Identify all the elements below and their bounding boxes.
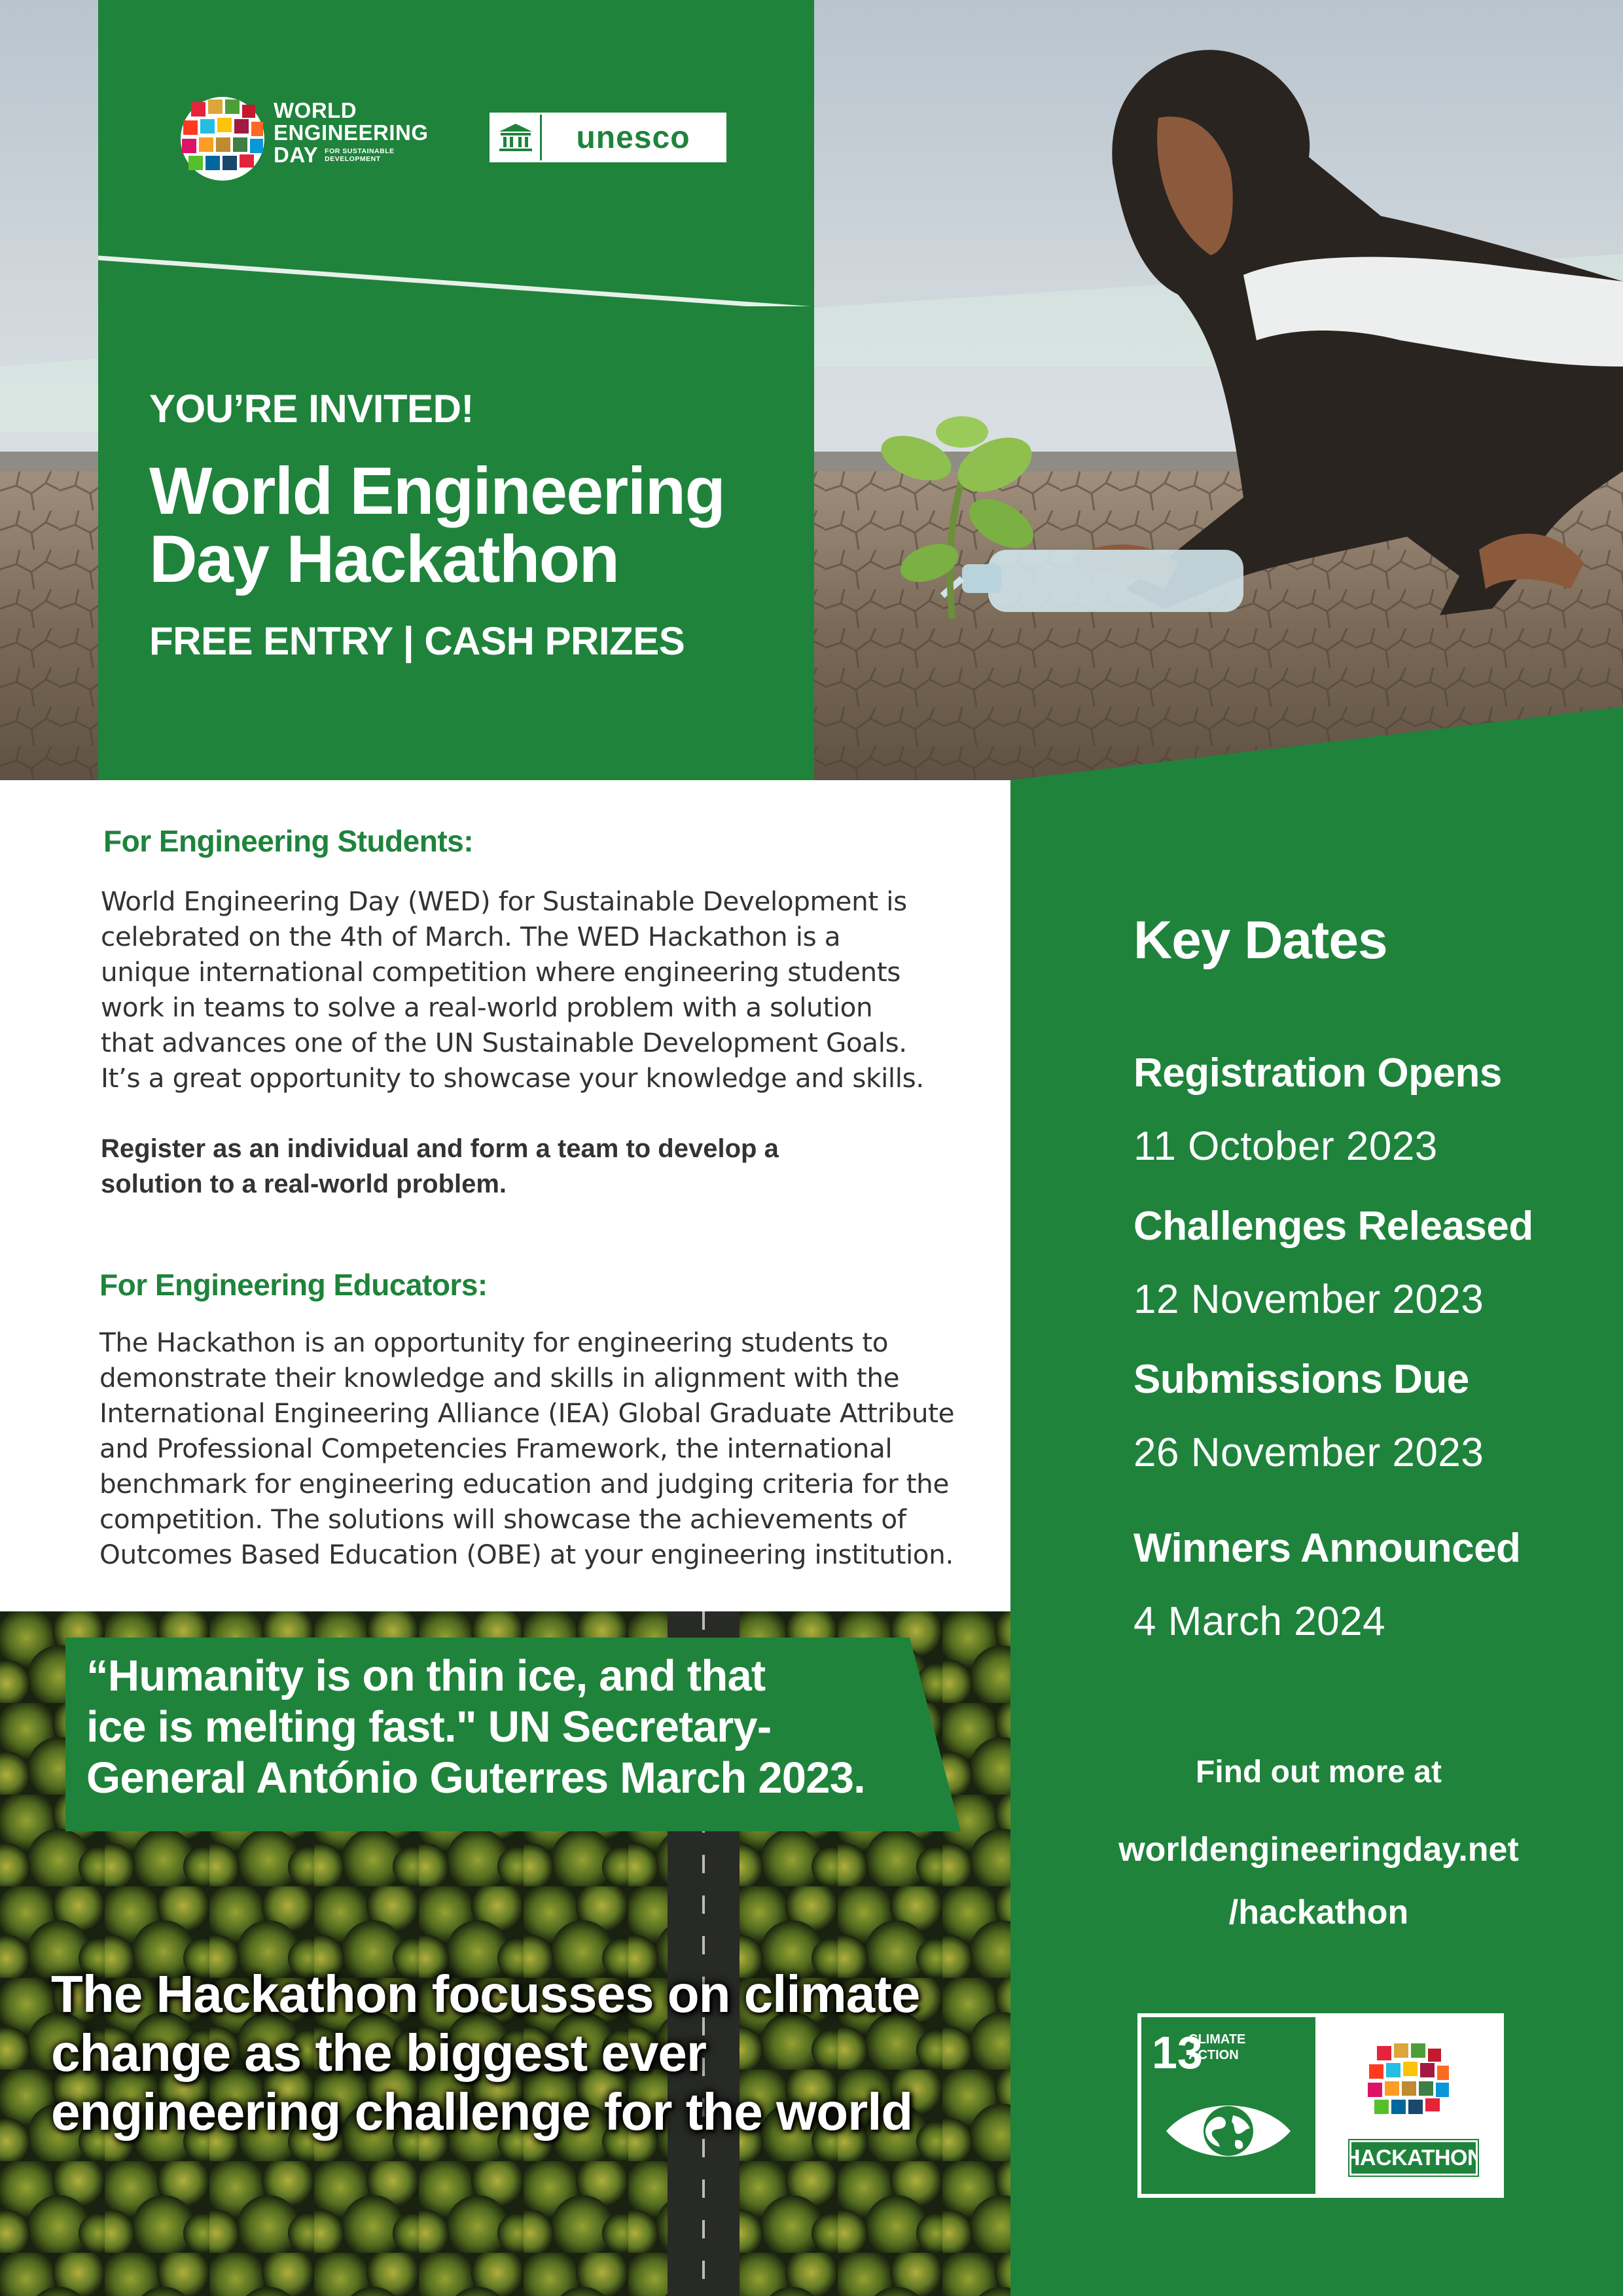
educators-body-line: demonstrate their knowledge and skills in alignment with the [99,1362,900,1393]
website-link-line2[interactable]: /hackathon [1228,1893,1409,1931]
wed-logo-line3: DAY [274,143,319,167]
educators-body-line: Outcomes Based Education (OBE) at your engineering institution. [99,1539,954,1570]
educators-body [99,1325,1009,1572]
students-cta-line: Register as an individual and form a team to develop a [101,1134,779,1163]
students-body-line: It’s a great opportunity to showcase your knowledge and skills. [101,1062,924,1094]
focus-line: engineering challenge for the world [51,2083,913,2141]
find-out-more-label: Find out more at [1196,1755,1442,1789]
hero-divider-line [98,254,815,306]
unesco-temple-icon [491,115,540,160]
hackathon-label: HACKATHON [1349,2140,1478,2176]
key-date-label: Challenges Released [1133,1204,1533,1249]
students-body [101,884,1004,1096]
focus-line: The Hackathon focusses on climate [51,1965,920,2023]
educators-heading: For Engineering Educators: [99,1268,488,1302]
key-date-label: Winners Announced [1133,1526,1521,1571]
students-heading: For Engineering Students: [103,824,474,858]
educators-body-line: benchmark for engineering education and judging criteria for the [99,1468,949,1499]
students-body-line: unique international competition where engineering students [101,956,901,988]
wed-logo-line1: WORLD [274,98,357,122]
page-title-line1: World Engineering [149,454,725,528]
wed-logo-line2: ENGINEERING [274,120,429,145]
educators-body-line: competition. The solutions will showcase the achievements of [99,1503,906,1535]
hero-invite: YOU’RE INVITED! [149,387,474,431]
students-body-line: work in teams to solve a real-world problem with a solution [101,992,873,1023]
educators-body-line: International Engineering Alliance (IEA) Global Graduate Attribute [99,1397,955,1429]
unesco-logo-text: unesco [540,115,724,160]
wed-logo-text [274,99,429,166]
wed-logo-tagline: FOR SUSTAINABLE DEVELOPMENT [325,147,395,163]
focus-line: change as the biggest ever [51,2024,707,2082]
page-title [149,454,777,596]
students-body-line: that advances one of the UN Sustainable Development Goals. [101,1027,907,1058]
focus-statement [51,1965,1007,2142]
key-date-label: Submissions Due [1133,1357,1469,1402]
hero-subtitle: FREE ENTRY | CASH PRIZES [149,619,685,663]
website-link[interactable] [1073,1818,1564,1944]
eye-globe-icon [1162,2092,1294,2170]
students-cta-line: solution to a real-world problem. [101,1170,507,1198]
key-date-value: 11 October 2023 [1133,1124,1438,1169]
quote-line: General António Guterres March 2023. [86,1753,865,1803]
website-link-line1[interactable]: worldengineeringday.net [1118,1831,1519,1869]
key-date-value: 12 November 2023 [1133,1277,1484,1322]
key-date-value: 4 March 2024 [1133,1599,1386,1644]
key-date-value: 26 November 2023 [1133,1430,1484,1475]
hackathon-globe-icon [1363,2037,1454,2128]
page-title-line2: Day Hackathon [149,522,619,596]
sdg-number: 13 [1152,2027,1203,2078]
quote-line: ice is melting fast." UN Secretary- [86,1702,772,1751]
sdg-label-line1: CLIMATE [1188,2032,1246,2047]
students-body-line: World Engineering Day (WED) for Sustainable Development is [101,886,907,917]
sdg-label-line2: ACTION [1188,2048,1239,2062]
quote-text [86,1651,937,1804]
key-date-label: Registration Opens [1133,1050,1502,1096]
educators-body-line: The Hackathon is an opportunity for engineering students to [99,1327,889,1358]
students-cta [101,1131,1004,1202]
unesco-logo [490,113,726,162]
educators-body-line: and Professional Competencies Framework, the international [99,1433,893,1464]
key-dates-title: Key Dates [1133,910,1387,970]
sdg-label [1188,2032,1245,2063]
students-body-line: celebrated on the 4th of March. The WED Hackathon is a [101,921,841,952]
quote-line: “Humanity is on thin ice, and that [86,1651,766,1700]
